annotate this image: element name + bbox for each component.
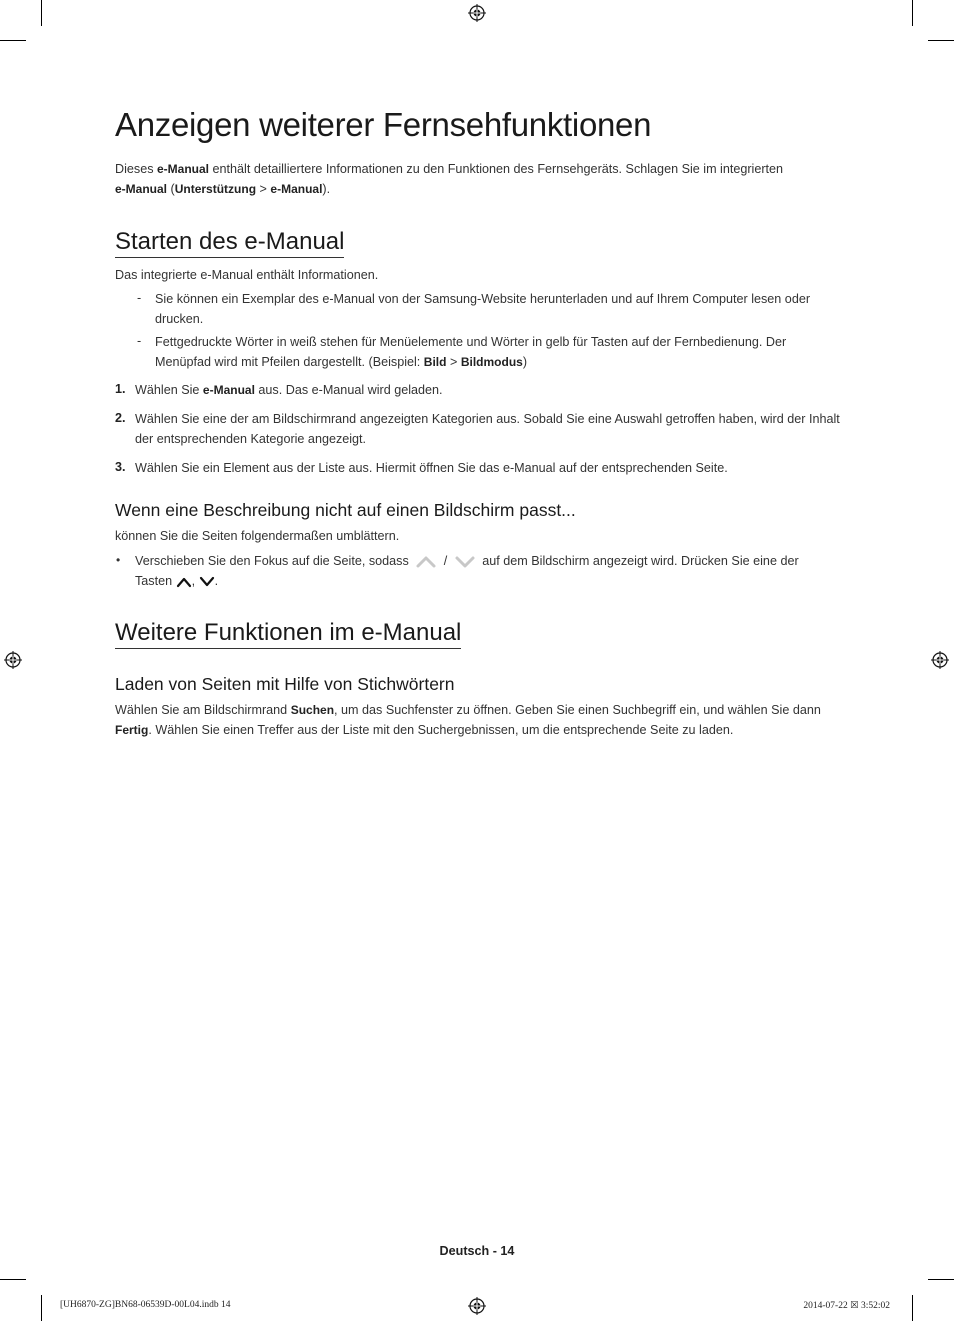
intro-text: Dieses (115, 162, 157, 176)
subheading-scroll: Wenn eine Beschreibung nicht auf einen Bildschirm passt... (115, 500, 576, 520)
step-item (135, 380, 840, 400)
note-item (155, 332, 845, 372)
intro-text: enthält detailliertere Informationen zu den Funktionen des Fernsehgeräts. Schlagen Sie im integrierten (209, 162, 784, 176)
subheading-stichwoerter: Laden von Seiten mit Hilfe von Stichwörtern (115, 674, 455, 694)
note-text: > (446, 355, 461, 369)
search-text: , um das Suchfenster zu öffnen. Geben Sie einen Suchbegriff ein, und wählen Sie dann (334, 703, 821, 717)
note-marker: - (137, 291, 142, 305)
bullet-text: Verschieben Sie den Fokus auf die Seite, sodass (135, 554, 409, 568)
search-text: . Wählen Sie einen Treffer aus der Liste mit den Suchergebnissen, um die entsprechende Seite zu laden. (148, 723, 734, 737)
search-bold-suchen: Suchen (290, 703, 335, 717)
step-number: 1. (115, 382, 126, 396)
scroll-down-icon (453, 554, 477, 570)
note-bold-bildmodus: Bildmodus (460, 355, 523, 369)
chevron-down-icon (199, 576, 215, 588)
note-item: Sie können ein Exemplar des e-Manual von der Samsung-Website herunterladen und auf Ihrem Computer lesen oder drucken. (155, 292, 811, 326)
bullet-text: auf dem Bildschirm angezeigt wird. Drücken Sie eine der (482, 554, 799, 568)
section-heading-starten: Starten des e-Manual (115, 228, 344, 258)
intro-bold-support: Unterstützung (174, 182, 257, 196)
bullet-text: Tasten (135, 574, 173, 588)
search-text: Wählen Sie am Bildschirmrand (115, 703, 291, 717)
intro-paragraph (115, 159, 840, 199)
crop-mark-top-left-horizontal (0, 40, 26, 41)
intro-bold-emanual: e-Manual (270, 182, 323, 196)
registration-mark-icon (468, 1297, 486, 1315)
page-number: Deutsch - 14 (439, 1244, 515, 1258)
note-bold-bild: Bild (423, 355, 447, 369)
intro-text: ). (322, 182, 331, 196)
bullet-slash: / (443, 554, 448, 568)
intro-text: > (256, 182, 271, 196)
crop-mark-bottom-left-vertical (41, 1295, 42, 1321)
chevron-up-icon (176, 576, 192, 588)
crop-mark-top-right-horizontal (928, 40, 954, 41)
crop-mark-top-left-vertical (41, 0, 42, 26)
print-slug-left: [UH6870-ZG]BN68-06539D-00L04.indb 14 (60, 1300, 231, 1310)
intro-bold-emanual: e-Manual (115, 182, 168, 196)
step-number: 2. (115, 411, 126, 425)
scroll-up-icon (414, 554, 438, 570)
note-text: ) (522, 355, 528, 369)
step-item: Wählen Sie ein Element aus der Liste aus. Hiermit öffnen Sie das e-Manual auf der entsprechenden Seite. (135, 461, 728, 475)
step-text: aus. Das e-Manual wird geladen. (254, 383, 443, 397)
crop-mark-bottom-right-horizontal (928, 1279, 954, 1280)
section-lead: Das integrierte e-Manual enthält Informationen. (115, 268, 379, 282)
registration-mark-icon (468, 4, 486, 22)
registration-mark-icon (931, 651, 949, 669)
note-marker: - (137, 334, 142, 348)
note-text: Fettgedruckte Wörter in weiß stehen für Menüelemente und Wörter in gelb für Tasten auf der Fernbedienung. Der Menüpfad wird mit Pfeilen dargestellt. (Beispiel: (155, 335, 787, 369)
print-slug-right: 2014-07-22 ☒ 3:52:02 (803, 1301, 890, 1311)
intro-bold-emanual: e-Manual (157, 162, 210, 176)
bullet-marker: • (116, 553, 121, 567)
section-heading-weitere: Weitere Funktionen im e-Manual (115, 619, 461, 649)
step-item: Wählen Sie eine der am Bildschirmrand angezeigten Kategorien aus. Sobald Sie eine Auswahl getroffen haben, wird der Inhalt der entsprechenden Kategorie angezeigt. (135, 412, 840, 446)
step-text: Wählen Sie (135, 383, 203, 397)
registration-mark-icon (4, 651, 22, 669)
page-title: Anzeigen weiterer Fernsehfunktionen (115, 106, 652, 143)
step-number: 3. (115, 460, 126, 474)
bullet-item (135, 551, 840, 591)
bullet-comma: , (191, 574, 196, 588)
search-bold-fertig: Fertig (115, 723, 149, 737)
intro-text: ( (167, 182, 175, 196)
sub-lead: können Sie die Seiten folgendermaßen umblättern. (115, 529, 400, 543)
crop-mark-bottom-right-vertical (912, 1295, 913, 1321)
search-paragraph (115, 700, 840, 740)
step-bold-emanual: e-Manual (202, 383, 255, 397)
crop-mark-top-right-vertical (912, 0, 913, 26)
crop-mark-bottom-left-horizontal (0, 1279, 26, 1280)
bullet-dot: . (214, 574, 219, 588)
